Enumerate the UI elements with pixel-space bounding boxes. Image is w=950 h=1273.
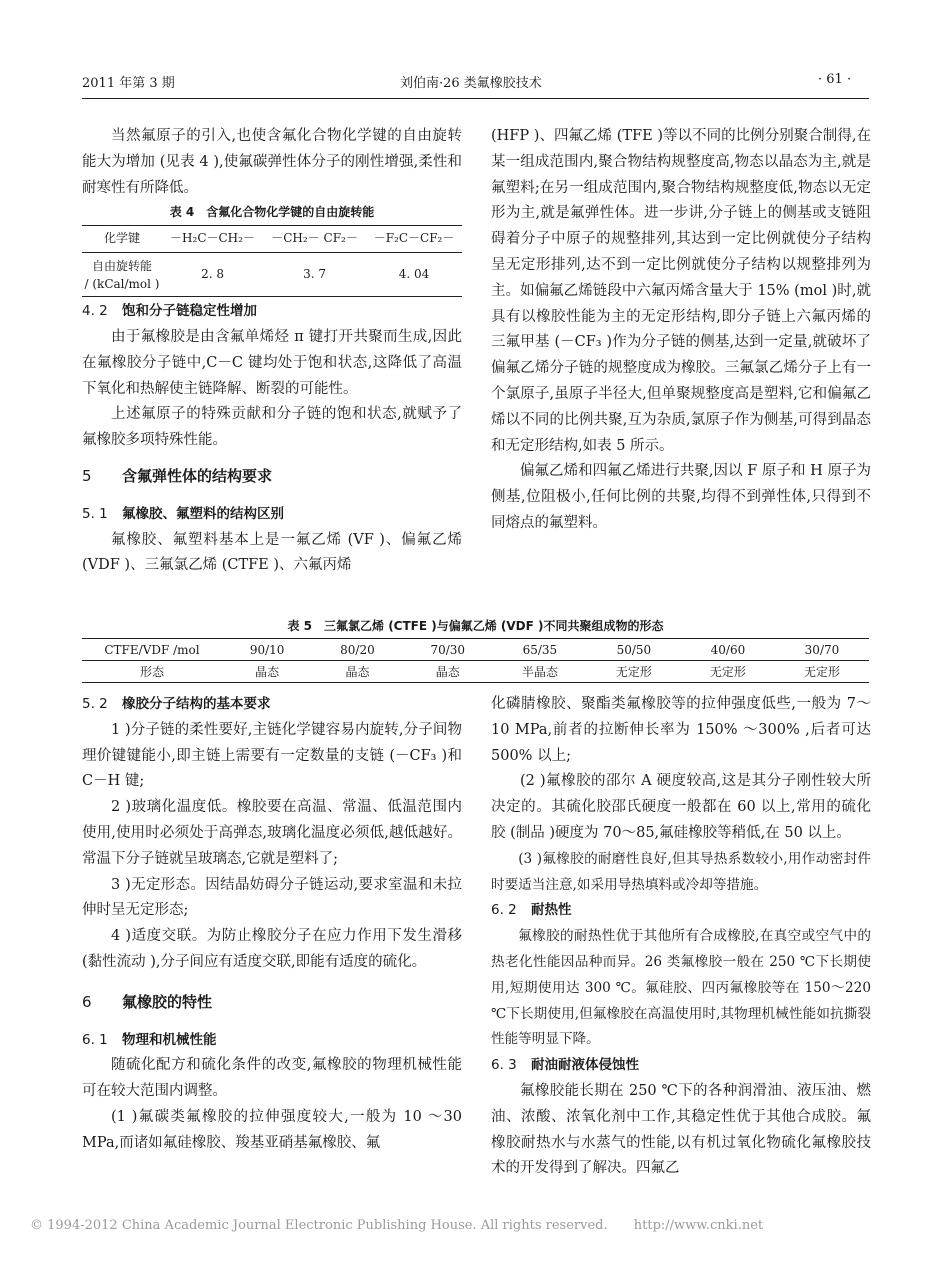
section-title: 含氟弹性体的结构要求 (122, 466, 273, 485)
section-5-2-heading (82, 692, 462, 718)
table4 (82, 225, 462, 297)
table5 (82, 638, 869, 683)
table5-ratio: 40/60 (710, 642, 746, 657)
table4-header: 化学键 (103, 231, 140, 246)
table5-state: 无定形 (709, 665, 746, 679)
section-number: 5 (82, 466, 92, 485)
left-column-top (82, 124, 462, 579)
paragraph: 当然氟原子的引入,也使含氟化合物化学键的自由旋转能大为增加 (见表 4 ),使氟碳弹性体分子的刚性增强,柔性和耐寒性有所降低。 (82, 128, 462, 196)
paragraph: 氟橡胶、氟塑料基本上是一氟乙烯 (VF )、偏氟乙烯 (VDF )、三氟氯乙烯 (CTFE )、六氟丙烯 (82, 531, 462, 574)
section-title: 橡胶分子结构的基本要求 (122, 696, 271, 712)
section-number: 6 (82, 992, 92, 1011)
paragraph: 化磷腈橡胶、聚酯类氟橡胶等的拉伸强度低些,一般为 7～10 MPa,前者的拉断伸长率为 150% ～300% ,后者可达 500% 以上; (491, 696, 871, 764)
section-title: 氟橡胶的特性 (122, 992, 213, 1011)
table5-state: 晶态 (255, 665, 280, 679)
section-title: 饱和分子链稳定性增加 (122, 303, 257, 320)
footer-url: http://www.cnki.net (633, 1218, 764, 1233)
table5-ratio: 80/20 (340, 642, 375, 657)
table5-ratio: 50/50 (616, 642, 652, 657)
table4-cell: 2. 8 (201, 266, 224, 281)
table5-row-label: 形态 (139, 665, 164, 679)
table5-state: 晶态 (435, 665, 460, 679)
table4-header: －CH₂－ CF₂－ (271, 231, 358, 246)
header-rule (82, 98, 869, 99)
section-number: 6. 3 (491, 1057, 517, 1074)
section-6-1-heading (82, 1028, 462, 1054)
copyright-footer (30, 1218, 763, 1233)
paragraph: (HFP )、四氟乙烯 (TFE )等以不同的比例分别聚合制得,在某一组成范围内,聚合物结构规整度高,物态以晶态为主,就是氟塑料;在另一组成范围内,聚合物结构规整度低,物态以无定形为主,就是氟弹性体。进一步讲,分子链上的侧基或支链阻碍着分子中原子的规整排列,其达到一定比例就使分子结构呈无定形排列,达不到一定比例就使分子结构以规整排列为主。如偏氟乙烯链段中六氟丙烯含量大于 15% (mol )时,就具有以橡胶性能为主的无定形结构,即分子链上六氟丙烯的三氟甲基 (－CF₃ )作为分子链的侧基,达到一定量,就破坏了偏氟乙烯分子链的规整度成为橡胶。三氟氯乙烯分子上有一个氯原子,虽原子半径大,但单聚规整度高是塑料,它和偏氟乙烯以不同的比例共聚,互为杂质,氯原子作为侧基,可得到晶态和无定形结构,如表 5 所示。 (491, 128, 871, 454)
table4-cell: 4. 04 (398, 266, 430, 281)
table5-state: 无定形 (615, 665, 652, 679)
table5-caption: 表 5 三氟氯乙烯 (CTFE )与偏氟乙烯 (VDF )不同共聚组成物的形态 (287, 619, 664, 633)
running-title: 刘伯南·26 类氟橡胶技术 (400, 76, 542, 91)
table5-header-label: CTFE/VDF /mol (104, 642, 200, 657)
table5-state: 半晶态 (521, 665, 558, 679)
copyright-text: © 1994-2012 China Academic Journal Electronic Publishing House. All rights reserved. (30, 1218, 608, 1233)
table5-ratio: 65/35 (522, 642, 558, 657)
section-5-heading (82, 464, 462, 490)
paragraph: 随硫化配方和硫化条件的改变,氟橡胶的物理机械性能可在较大范围内调整。 (82, 1057, 462, 1100)
section-6-heading (82, 990, 462, 1016)
paragraph: (2 )氟橡胶的邵尔 A 硬度较高,这是其分子刚性较大所决定的。其硫化胶邵氏硬度一般都在 60 以上,常用的硫化胶 (制品 )硬度为 70～85,氟硅橡胶等稍低,在 50 以上。 (491, 773, 871, 841)
paragraph: 由于氟橡胶是由含氟单烯烃 π 键打开共聚而生成,因此在氟橡胶分子链中,C－C 键均处于饱和状态,这降低了高温下氧化和热解使主链降解、断裂的可能性。 (82, 328, 462, 397)
section-6-2-heading (491, 898, 871, 924)
left-column-bottom (82, 692, 462, 1157)
list-item: 1 )分子链的柔性要好,主链化学键容易内旋转,分子间物理价键键能小,即主链上需要有一定数量的支链 (－CF₃ )和 C－H 键; (82, 721, 462, 790)
paragraph: 氟橡胶的耐热性优于其他所有合成橡胶,在真空或空气中的热老化性能因品种而异。26 类氟橡胶一般在 250 ℃下长期使用,短期使用达 300 ℃。氟硅胶、四丙氟橡胶等在 150～220 ℃下长期使用,但氟橡胶在高温使用时,其物理机械性能如抗撕裂性能等明显下降。 (491, 928, 871, 1048)
paragraph: 偏氟乙烯和四氟乙烯进行共聚,因以 F 原子和 H 原子为侧基,位阻极小,任何比例的共聚,均得不到弹性体,只得到不同熔点的氟塑料。 (491, 463, 871, 531)
section-title: 耐热性 (531, 902, 572, 919)
section-number: 6. 1 (82, 1031, 108, 1048)
list-item: 3 )无定形态。因结晶妨碍分子链运动,要求室温和未拉伸时呈无定形态; (82, 876, 462, 919)
journal-issue: 2011 年第 3 期 (82, 76, 175, 91)
table4-cell: 3. 7 (303, 266, 326, 281)
table5-ratio: 30/70 (804, 642, 840, 657)
table4-caption: 表 4 含氟化合物化学键的自由旋转能 (169, 205, 375, 220)
section-title: 耐油耐液体侵蚀性 (531, 1057, 639, 1074)
section-number: 6. 2 (491, 902, 517, 919)
right-column-bottom (491, 692, 871, 1182)
table5-state: 晶态 (345, 665, 370, 679)
section-4-2-heading (82, 299, 462, 325)
table5-ratio: 90/10 (249, 642, 285, 657)
table4-header: －H₂C－CH₂－ (170, 231, 255, 246)
table5-state: 无定形 (803, 665, 840, 679)
section-5-1-heading (82, 502, 462, 528)
section-number: 5. 1 (82, 505, 108, 522)
section-title: 物理和机械性能 (122, 1031, 217, 1048)
page-number: · 61 · (818, 72, 852, 87)
section-number: 4. 2 (82, 303, 108, 320)
paragraph: (1 )氟碳类氟橡胶的拉伸强度较大,一般为 10 ～30 MPa,而诸如氟硅橡胶、羧基亚硝基氟橡胶、氟 (82, 1108, 462, 1151)
table4-header: －F₂C－CF₂－ (373, 231, 455, 246)
table5-ratio: 70/30 (430, 642, 466, 657)
paragraph: 氟橡胶能长期在 250 ℃下的各种润滑油、液压油、燃油、浓酸、浓氧化剂中工作,其稳定性优于其他合成胶。氟橡胶耐热水与水蒸气的性能,以有机过氧化物硫化氟橡胶技术的开发得到了解决。四氟乙 (491, 1082, 871, 1177)
list-item: 2 )玻璃化温度低。橡胶要在高温、常温、低温范围内使用,使用时必须处于高弹态,玻璃化温度必须低,越低越好。常温下分子链就呈玻璃态,它就是塑料了; (82, 799, 462, 867)
section-number: 5. 2 (82, 696, 108, 712)
table4-row-label (82, 253, 162, 297)
section-6-3-heading (491, 1053, 871, 1079)
table4-row-label-line2: / (kCal/mol ) (84, 276, 160, 291)
paragraph: (3 )氟橡胶的耐磨性良好,但其导热系数较小,用作动密封件时要适当注意,如采用导热填料或冷却等措施。 (491, 850, 871, 893)
paragraph: 上述氟原子的特殊贡献和分子链的饱和状态,就赋予了氟橡胶多项特殊性能。 (82, 406, 462, 449)
list-item: 4 )适度交联。为防止橡胶分子在应力作用下发生滑移 (黏性流动 ),分子间应有适度交联,即能有适度的硫化。 (82, 928, 462, 970)
right-column-top (491, 124, 871, 537)
section-title: 氟橡胶、氟塑料的结构区别 (122, 505, 284, 522)
table4-row-label-line1: 自由旋转能 (91, 258, 152, 273)
